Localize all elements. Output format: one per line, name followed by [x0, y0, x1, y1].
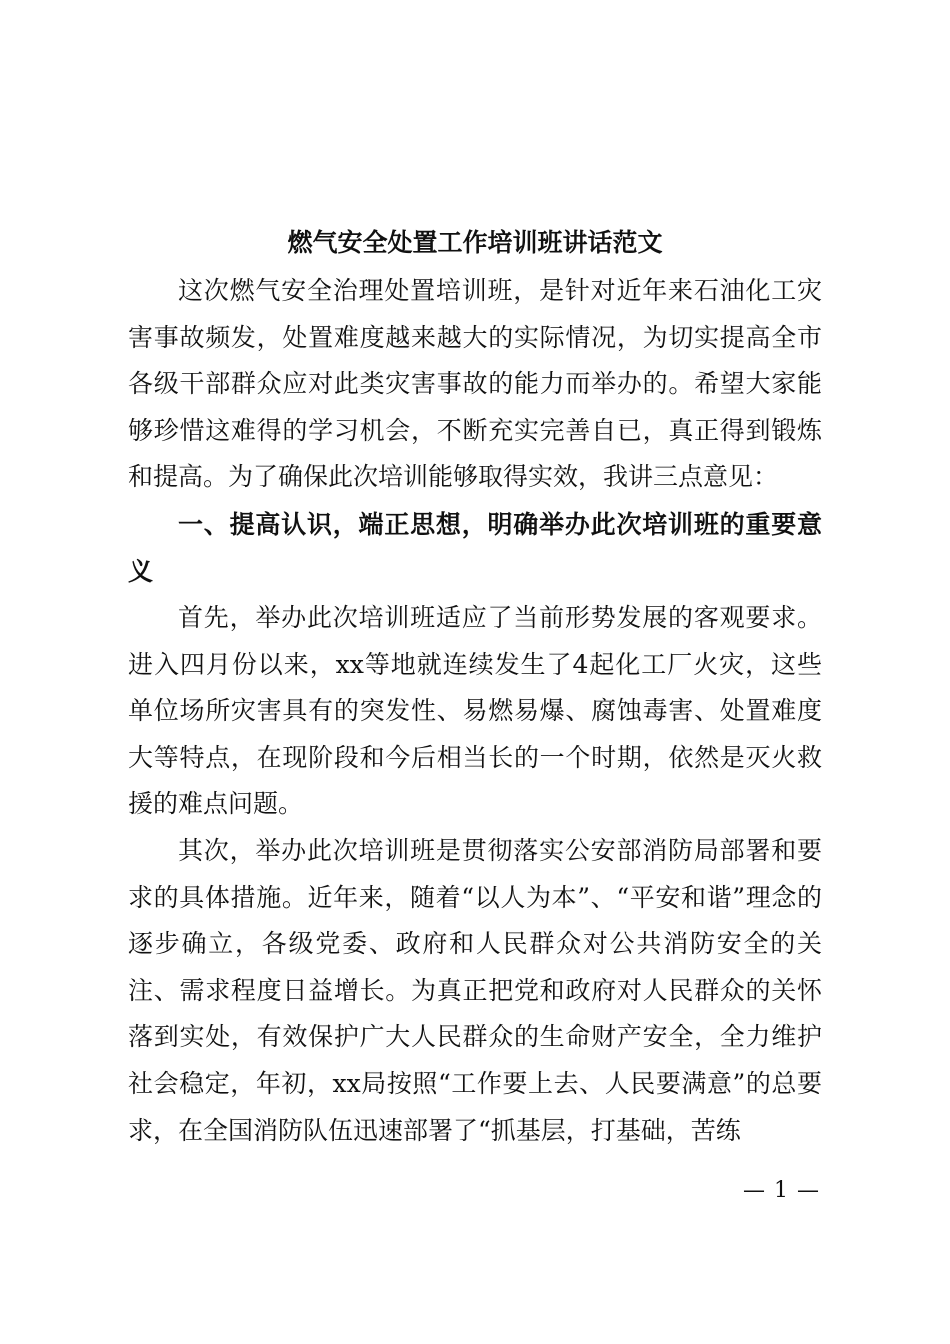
paragraph-second-point: 其次，举办此次培训班是贯彻落实公安部消防局部署和要求的具体措施。近年来，随着“以人为本”、“平安和谐”理念的逐步确立，各级党委、政府和人民群众对公共消防安全的关注、需求程度日益增长。为真正把党和政府对人民群众的关怀落到实处，有效保护广大人民群众的生命财产安全，全力维护社会稳定，年初，xx局按照“工作要上去、人民要满意”的总要求，在全国消防队伍迅速部署了“抓基层，打基础，苦练 [128, 835, 822, 1145]
section-heading-1: 一、提高认识，端正思想，明确举办此次培训班的重要意义 [128, 509, 822, 586]
paragraph-first-point: 首先，举办此次培训班适应了当前形势发展的客观要求。进入四月份以来，xx等地就连续发生了4起化工厂火灾，这些单位场所灾害具有的突发性、易燃易爆、腐蚀毒害、处置难度大等特点，在现阶段和今后相当长的一个时期，依然是灭火救援的难点问题。 [128, 602, 822, 819]
intro-paragraph: 这次燃气安全治理处置培训班，是针对近年来石油化工灾害事故频发，处置难度越来越大的实际情况，为切实提高全市各级干部群众应对此类灾害事故的能力而举办的。希望大家能够珍惜这难得的学习机会，不断充实完善自已，真正得到锻炼和提高。为了确保此次培训能够取得实效，我讲三点意见： [128, 276, 822, 492]
document-body [128, 268, 822, 1154]
page-number: — 1 — [743, 1178, 820, 1203]
document-title: 燃气安全处置工作培训班讲话范文 [287, 228, 663, 257]
